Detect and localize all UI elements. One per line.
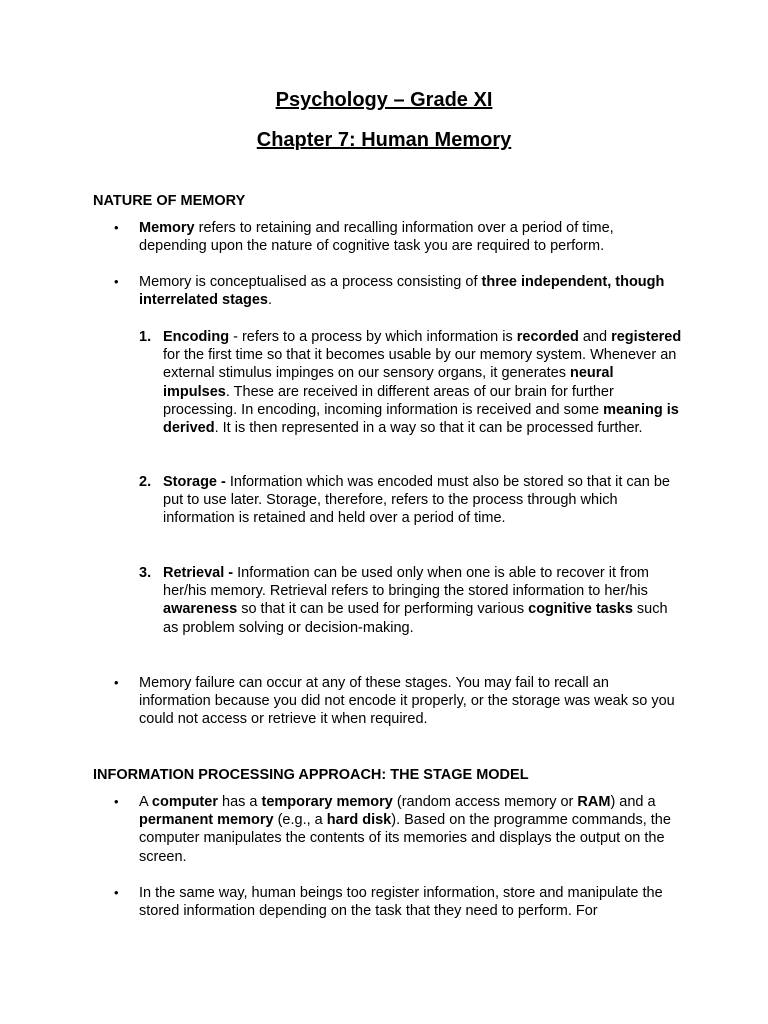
paragraph-encoding: Encoding - refers to a process by which information is recorded and registered for the first time so that it becomes usable by our memory system. Whenever an external stimulus impinges on our sensory organs, it generates neural impulses. These are received in different areas of our brain for further processing. In encoding, incoming information is received and some meaning is derived. It is then represented in a way so that it can be processed further. [163, 329, 682, 437]
paragraph-memory-definition: Memory refers to retaining and recalling information over a period of time, depending upon the nature of cognitive task you are required to perform. [139, 220, 614, 255]
document-title: Psychology – Grade XI [275, 89, 493, 111]
bullet-icon: • [114, 220, 119, 235]
paragraph-memory-failure: Memory failure can occur at any of these stages. You may fail to recall an information because you did not encode it properly, or the storage was weak so you could not access or retrieve it when required. [139, 675, 675, 728]
paragraph-computer-memory: A computer has a temporary memory (random access memory or RAM) and a permanent memory (e.g., a hard disk). Based on the programme commands, the computer manipulates the contents of its memories and displays the output on the screen. [139, 794, 671, 865]
paragraph-retrieval: Retrieval - Information can be used only when one is able to recover it from her/his memory. Retrieval refers to bringing the stored information to her/his awareness so that it can be used for performing various cognitive tasks such as problem solving or decision-making. [163, 565, 668, 636]
bullet-icon: • [114, 274, 119, 289]
list-number: 2. [139, 474, 152, 490]
section-heading-stage-model: INFORMATION PROCESSING APPROACH: THE STAGE MODEL [93, 767, 529, 783]
list-number: 3. [139, 565, 152, 581]
bullet-icon: • [114, 675, 119, 690]
section-heading-nature-of-memory: NATURE OF MEMORY [93, 193, 246, 209]
bullet-icon: • [114, 794, 119, 809]
bullet-icon: • [114, 885, 119, 900]
paragraph-human-memory: In the same way, human beings too register information, store and manipulate the stored information depending on the task that they need to perform. For [139, 885, 663, 920]
list-number: 1. [139, 329, 152, 345]
chapter-title: Chapter 7: Human Memory [256, 129, 512, 151]
paragraph-storage: Storage - Information which was encoded must also be stored so that it can be put to use later. Storage, therefore, refers to the process through which information is retained and held over a period of time. [163, 474, 670, 527]
paragraph-memory-stages: Memory is conceptualised as a process consisting of three independent, though interrelated stages. [139, 274, 665, 309]
